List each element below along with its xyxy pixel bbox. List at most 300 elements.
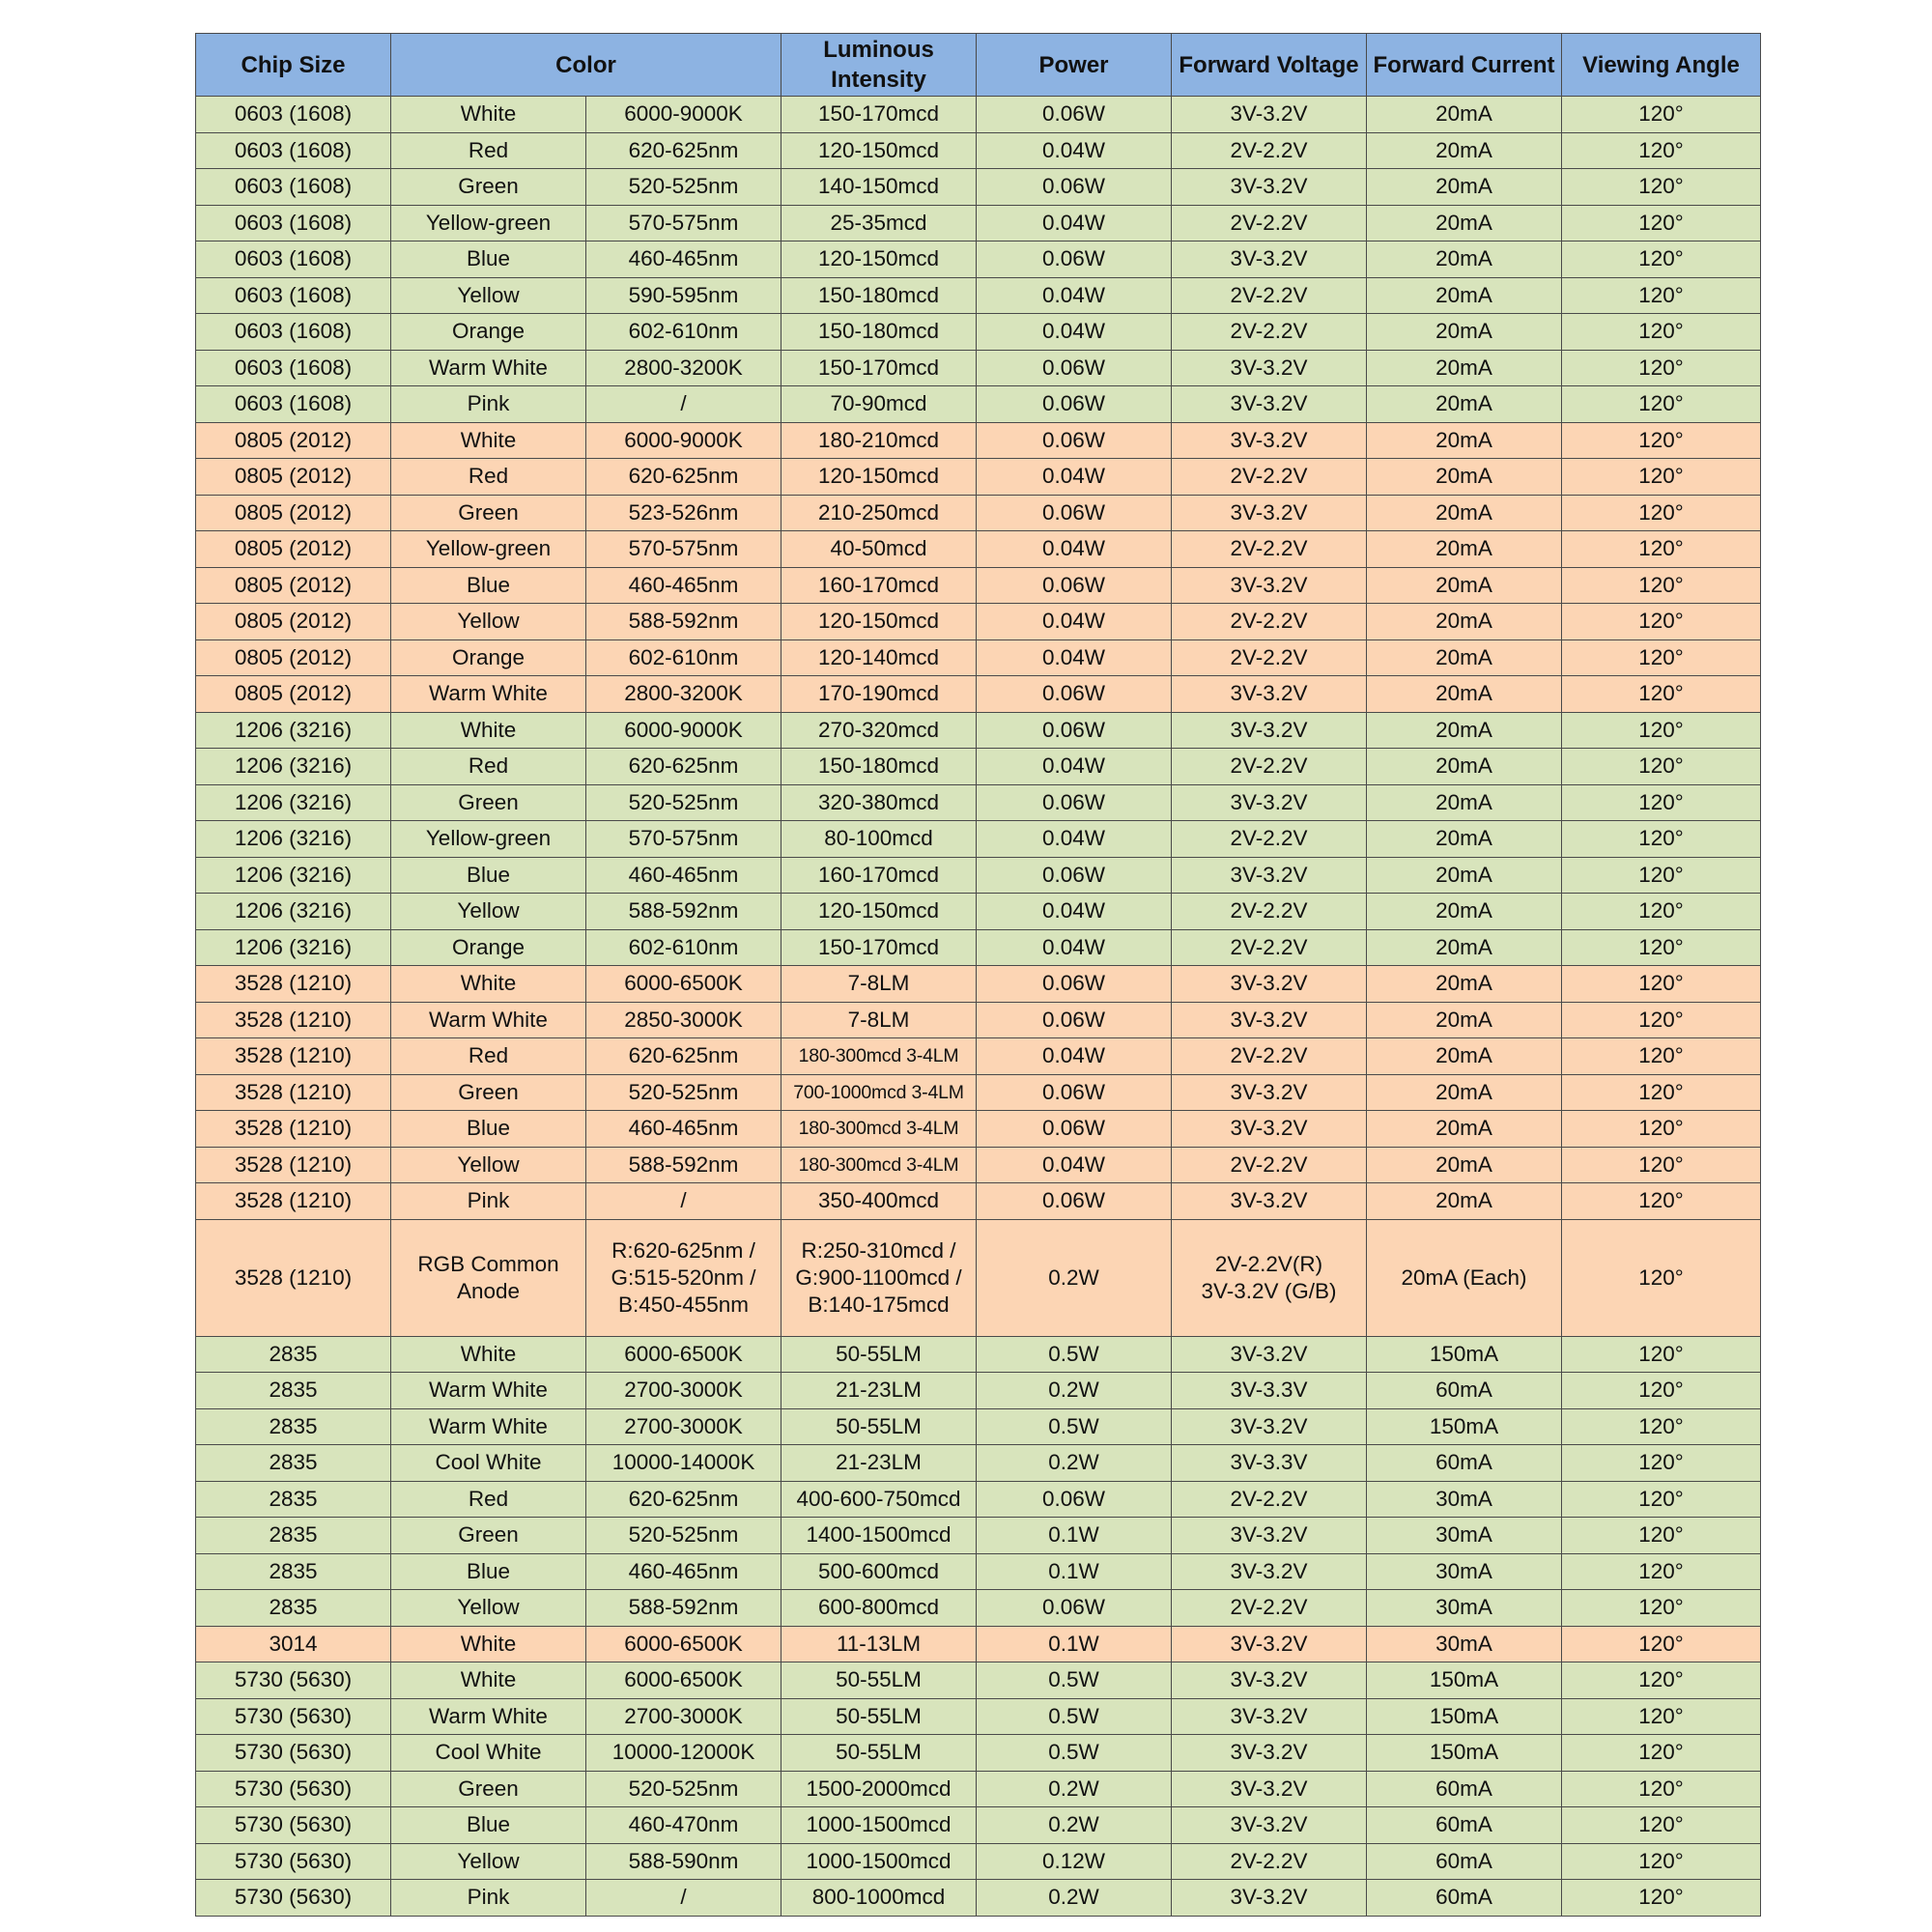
forward-voltage-cell (1172, 1880, 1367, 1917)
forward-current-cell (1367, 350, 1562, 386)
forward-current-cell-text: 20mA (1435, 246, 1492, 271)
color-name-cell-text: Yellow-green (425, 826, 552, 851)
color-spec-cell (586, 1807, 781, 1844)
luminous-intensity-cell-text: 700-1000mcd 3-4LM (793, 1081, 964, 1103)
chip-size-cell-text: 5730 (5630) (234, 1703, 353, 1728)
forward-current-cell-text: 150mA (1429, 1740, 1499, 1765)
power-cell (977, 459, 1172, 496)
power-cell (977, 1445, 1172, 1482)
color-name-cell (391, 1553, 586, 1590)
power-cell-text: 0.1W (1048, 1522, 1099, 1548)
color-name-cell (391, 966, 586, 1003)
luminous-intensity-cell-text: 180-300mcd 3-4LM (798, 1045, 959, 1067)
viewing-angle-cell-text: 120° (1638, 1486, 1684, 1511)
power-cell-text: 0.04W (1042, 137, 1106, 162)
color-name-cell (391, 1481, 586, 1518)
forward-voltage-cell (1172, 821, 1367, 858)
color-name-cell (391, 132, 586, 169)
color-name-cell-text: Yellow (457, 1848, 520, 1873)
forward-current-cell (1367, 1698, 1562, 1735)
luminous-intensity-cell-text: 1400-1500mcd (806, 1522, 952, 1548)
viewing-angle-cell (1562, 132, 1761, 169)
forward-current-cell (1367, 459, 1562, 496)
power-cell (977, 1373, 1172, 1409)
forward-voltage-cell-text: 2V-2.2V (1230, 609, 1308, 634)
led-spec-table-container (195, 33, 1760, 1917)
power-cell (977, 857, 1172, 894)
color-spec-cell-text: 460-465nm (628, 572, 739, 597)
forward-current-cell-text: 30mA (1435, 1595, 1492, 1620)
power-cell-text: 0.06W (1042, 681, 1106, 706)
forward-voltage-cell (1172, 1038, 1367, 1075)
color-spec-cell (586, 1373, 781, 1409)
color-name-cell-text: Yellow (457, 609, 520, 634)
power-cell-text: 0.06W (1042, 1007, 1106, 1032)
color-name-cell-text: Yellow-green (425, 536, 552, 561)
forward-voltage-cell (1172, 132, 1367, 169)
chip-size-cell (196, 350, 391, 386)
color-spec-cell (586, 1336, 781, 1373)
color-spec-cell-text: 6000-6500K (624, 971, 743, 996)
color-spec-cell (586, 639, 781, 676)
power-cell (977, 1408, 1172, 1445)
color-name-cell (391, 1662, 586, 1699)
forward-voltage-cell-text: 2V-2.2V (1230, 464, 1308, 489)
forward-voltage-cell (1172, 386, 1367, 423)
viewing-angle-cell (1562, 422, 1761, 459)
color-spec-cell-text: 602-610nm (628, 934, 739, 959)
luminous-intensity-cell (781, 314, 977, 351)
color-name-cell-text: Red (468, 137, 509, 162)
luminous-intensity-cell-text: 210-250mcd (817, 499, 940, 525)
luminous-intensity-cell (781, 132, 977, 169)
viewing-angle-cell (1562, 1219, 1761, 1336)
chip-size-cell-text: 3528 (1210) (234, 971, 353, 996)
luminous-intensity-cell-text: 140-150mcd (817, 174, 940, 199)
power-cell (977, 97, 1172, 133)
forward-voltage-cell (1172, 350, 1367, 386)
forward-voltage-cell (1172, 1662, 1367, 1699)
chip-size-cell-text: 1206 (3216) (234, 826, 353, 851)
table-row (196, 1626, 1761, 1662)
power-cell (977, 277, 1172, 314)
chip-size-cell (196, 857, 391, 894)
color-name-cell-text: Green (458, 1522, 519, 1548)
forward-current-cell (1367, 1735, 1562, 1772)
forward-voltage-cell-text: 3V-3.2V (1230, 1007, 1308, 1032)
forward-current-cell-text: 20mA (1435, 210, 1492, 235)
color-spec-cell (586, 1553, 781, 1590)
forward-voltage-cell (1172, 314, 1367, 351)
table-row (196, 1880, 1761, 1917)
color-spec-cell (586, 531, 781, 568)
forward-voltage-cell (1172, 676, 1367, 713)
forward-voltage-cell-text: 2V-2.2V (1230, 1595, 1308, 1620)
forward-current-cell-text: 20mA (1435, 681, 1492, 706)
color-spec-cell-text: 6000-9000K (624, 101, 743, 127)
power-cell (977, 1626, 1172, 1662)
forward-voltage-cell-text: 3V-3.2V (1230, 717, 1308, 742)
forward-voltage-cell-text: 3V-3.2V (1230, 681, 1308, 706)
viewing-angle-cell-text: 120° (1638, 137, 1684, 162)
color-name-cell (391, 1590, 586, 1627)
viewing-angle-cell-text: 120° (1638, 1116, 1684, 1141)
power-cell (977, 422, 1172, 459)
chip-size-cell-text: 0805 (2012) (234, 536, 353, 561)
luminous-intensity-cell-text: 1000-1500mcd (806, 1812, 952, 1837)
table-row (196, 1038, 1761, 1075)
luminous-intensity-cell-text: 70-90mcd (830, 391, 927, 416)
color-name-cell-text: Warm White (429, 1007, 548, 1032)
chip-size-cell (196, 712, 391, 749)
power-cell (977, 1662, 1172, 1699)
power-cell (977, 1481, 1172, 1518)
forward-current-cell (1367, 495, 1562, 531)
color-name-cell-text: Cool White (435, 1740, 542, 1765)
color-name-cell-text: Cool White (435, 1450, 542, 1475)
viewing-angle-cell-text: 120° (1638, 717, 1684, 742)
header-color: Color (391, 34, 781, 97)
table-row (196, 1147, 1761, 1183)
chip-size-cell (196, 1807, 391, 1844)
forward-voltage-cell-text: 3V-3.2V (1230, 862, 1308, 887)
color-name-cell-text: White (460, 1631, 517, 1656)
led-spec-table (195, 33, 1761, 1917)
luminous-intensity-cell-text: 160-170mcd (817, 862, 940, 887)
luminous-intensity-cell (781, 1553, 977, 1590)
power-cell (977, 242, 1172, 278)
luminous-intensity-cell (781, 169, 977, 206)
header-viewing-angle: Viewing Angle (1562, 34, 1761, 97)
luminous-intensity-cell-text: 21-23LM (836, 1450, 922, 1475)
power-cell-text: 0.06W (1042, 1595, 1106, 1620)
color-spec-cell (586, 495, 781, 531)
luminous-intensity-cell-text: 150-170mcd (817, 355, 940, 380)
color-name-cell (391, 1445, 586, 1482)
forward-voltage-cell (1172, 422, 1367, 459)
viewing-angle-cell-text: 120° (1638, 1188, 1684, 1213)
table-row (196, 1111, 1761, 1148)
luminous-intensity-cell-text: 7-8LM (847, 1007, 910, 1032)
chip-size-cell-text: 2835 (269, 1341, 318, 1366)
luminous-intensity-cell-text: 120-150mcd (817, 609, 940, 634)
viewing-angle-cell (1562, 676, 1761, 713)
table-row (196, 604, 1761, 640)
power-cell-text: 0.06W (1042, 1079, 1106, 1104)
table-row (196, 712, 1761, 749)
luminous-intensity-cell (781, 712, 977, 749)
color-spec-cell (586, 205, 781, 242)
table-row (196, 1481, 1761, 1518)
luminous-intensity-cell (781, 1147, 977, 1183)
color-name-cell-text: Warm White (429, 1703, 548, 1728)
viewing-angle-cell-text: 120° (1638, 1413, 1684, 1438)
forward-current-cell (1367, 1843, 1562, 1880)
color-name-cell-text: Blue (466, 1558, 511, 1583)
viewing-angle-cell (1562, 1074, 1761, 1111)
color-name-cell (391, 1880, 586, 1917)
viewing-angle-cell-text: 120° (1638, 1667, 1684, 1692)
power-cell (977, 1735, 1172, 1772)
power-cell-text: 0.06W (1042, 1486, 1106, 1511)
viewing-angle-cell-text: 120° (1638, 1007, 1684, 1032)
power-cell-text: 0.06W (1042, 971, 1106, 996)
power-cell (977, 205, 1172, 242)
color-spec-cell-text: 2700-3000K (624, 1378, 743, 1403)
chip-size-cell (196, 495, 391, 531)
viewing-angle-cell (1562, 929, 1761, 966)
forward-current-cell (1367, 639, 1562, 676)
luminous-intensity-cell-text: 1500-2000mcd (806, 1776, 952, 1801)
forward-current-cell (1367, 277, 1562, 314)
luminous-intensity-cell (781, 1735, 977, 1772)
forward-voltage-cell-text: 2V-2.2V(R) 3V-3.2V (G/B) (1201, 1251, 1337, 1303)
color-name-cell-text: White (460, 717, 517, 742)
forward-voltage-cell-text: 3V-3.2V (1230, 1885, 1308, 1910)
forward-voltage-cell (1172, 1074, 1367, 1111)
viewing-angle-cell (1562, 1147, 1761, 1183)
luminous-intensity-cell-text: 350-400mcd (817, 1188, 940, 1213)
color-spec-cell-text: 588-590nm (628, 1848, 739, 1873)
forward-voltage-cell (1172, 639, 1367, 676)
power-cell (977, 1147, 1172, 1183)
color-name-cell-text: Red (468, 1043, 509, 1068)
chip-size-cell-text: 5730 (5630) (234, 1740, 353, 1765)
chip-size-cell-text: 1206 (3216) (234, 717, 353, 742)
viewing-angle-cell (1562, 97, 1761, 133)
viewing-angle-cell (1562, 169, 1761, 206)
forward-current-cell (1367, 1111, 1562, 1148)
forward-voltage-cell (1172, 929, 1367, 966)
power-cell (977, 966, 1172, 1003)
viewing-angle-cell-text: 120° (1638, 1776, 1684, 1801)
chip-size-cell (196, 132, 391, 169)
table-row (196, 386, 1761, 423)
chip-size-cell-text: 0805 (2012) (234, 427, 353, 452)
forward-voltage-cell (1172, 1445, 1367, 1482)
forward-voltage-cell-text: 2V-2.2V (1230, 137, 1308, 162)
power-cell (977, 1590, 1172, 1627)
color-spec-cell-text: 570-575nm (628, 826, 739, 851)
color-name-cell (391, 1219, 586, 1336)
color-spec-cell-text: 2800-3200K (624, 681, 743, 706)
power-cell (977, 676, 1172, 713)
forward-current-cell-text: 20mA (1435, 101, 1492, 127)
luminous-intensity-cell (781, 966, 977, 1003)
table-row (196, 821, 1761, 858)
forward-voltage-cell-text: 3V-3.2V (1230, 246, 1308, 271)
forward-current-cell (1367, 1771, 1562, 1807)
chip-size-cell (196, 531, 391, 568)
luminous-intensity-cell-text: 120-150mcd (817, 246, 940, 271)
power-cell-text: 0.06W (1042, 391, 1106, 416)
forward-voltage-cell-text: 3V-3.2V (1230, 1116, 1308, 1141)
color-name-cell (391, 97, 586, 133)
color-spec-cell-text: 520-525nm (628, 1776, 739, 1801)
power-cell (977, 1807, 1172, 1844)
power-cell (977, 314, 1172, 351)
color-name-cell (391, 277, 586, 314)
chip-size-cell (196, 639, 391, 676)
forward-voltage-cell-text: 2V-2.2V (1230, 282, 1308, 307)
forward-current-cell-text: 150mA (1429, 1703, 1499, 1728)
forward-current-cell-text: 20mA (1435, 1151, 1492, 1177)
color-spec-cell-text: 620-625nm (628, 753, 739, 779)
forward-voltage-cell-text: 2V-2.2V (1230, 210, 1308, 235)
luminous-intensity-cell (781, 459, 977, 496)
chip-size-cell-text: 1206 (3216) (234, 934, 353, 959)
forward-current-cell (1367, 676, 1562, 713)
chip-size-cell (196, 1038, 391, 1075)
power-cell-text: 0.04W (1042, 1043, 1106, 1068)
color-spec-cell-text: 520-525nm (628, 1522, 739, 1548)
power-cell (977, 1074, 1172, 1111)
viewing-angle-cell-text: 120° (1638, 210, 1684, 235)
forward-voltage-cell-text: 2V-2.2V (1230, 536, 1308, 561)
forward-current-cell-text: 150mA (1429, 1341, 1499, 1366)
viewing-angle-cell-text: 120° (1638, 1812, 1684, 1837)
viewing-angle-cell (1562, 1735, 1761, 1772)
forward-voltage-cell-text: 3V-3.2V (1230, 1703, 1308, 1728)
forward-current-cell (1367, 1518, 1562, 1554)
luminous-intensity-cell (781, 277, 977, 314)
luminous-intensity-cell-text: 50-55LM (836, 1740, 922, 1765)
color-spec-cell (586, 784, 781, 821)
color-spec-cell (586, 929, 781, 966)
forward-voltage-cell-text: 3V-3.3V (1230, 1378, 1308, 1403)
forward-voltage-cell (1172, 169, 1367, 206)
luminous-intensity-cell-text: 50-55LM (836, 1703, 922, 1728)
luminous-intensity-cell-text: 150-170mcd (817, 101, 940, 127)
chip-size-cell-text: 5730 (5630) (234, 1812, 353, 1837)
forward-voltage-cell-text: 3V-3.3V (1230, 1450, 1308, 1475)
luminous-intensity-cell (781, 1336, 977, 1373)
table-header (196, 34, 1761, 97)
power-cell (977, 1771, 1172, 1807)
forward-current-cell-text: 20mA (1435, 319, 1492, 344)
table-row (196, 531, 1761, 568)
forward-voltage-cell (1172, 1807, 1367, 1844)
luminous-intensity-cell-text: 400-600-750mcd (796, 1486, 961, 1511)
forward-current-cell (1367, 894, 1562, 930)
forward-voltage-cell-text: 2V-2.2V (1230, 644, 1308, 669)
forward-current-cell (1367, 1553, 1562, 1590)
color-name-cell (391, 749, 586, 785)
table-row (196, 1002, 1761, 1038)
chip-size-cell (196, 1408, 391, 1445)
color-name-cell (391, 604, 586, 640)
color-name-cell (391, 1626, 586, 1662)
chip-size-cell (196, 1553, 391, 1590)
viewing-angle-cell-text: 120° (1638, 391, 1684, 416)
header-luminous-intensity (781, 34, 977, 97)
forward-current-cell (1367, 386, 1562, 423)
color-name-cell-text: Green (458, 1079, 519, 1104)
forward-current-cell-text: 20mA (1435, 1079, 1492, 1104)
color-spec-cell (586, 712, 781, 749)
color-name-cell (391, 1183, 586, 1220)
viewing-angle-cell-text: 120° (1638, 355, 1684, 380)
power-cell (977, 821, 1172, 858)
forward-current-cell (1367, 242, 1562, 278)
power-cell (977, 894, 1172, 930)
power-cell-text: 0.06W (1042, 1188, 1106, 1213)
power-cell-text: 0.06W (1042, 101, 1106, 127)
viewing-angle-cell-text: 120° (1638, 1043, 1684, 1068)
viewing-angle-cell (1562, 966, 1761, 1003)
luminous-intensity-cell (781, 350, 977, 386)
viewing-angle-cell-text: 120° (1638, 898, 1684, 923)
color-spec-cell (586, 242, 781, 278)
chip-size-cell-text: 0603 (1608) (234, 391, 353, 416)
color-name-cell (391, 784, 586, 821)
color-name-cell (391, 894, 586, 930)
table-row (196, 1518, 1761, 1554)
color-spec-cell (586, 386, 781, 423)
viewing-angle-cell-text: 120° (1638, 1885, 1684, 1910)
forward-voltage-cell (1172, 97, 1367, 133)
table-row (196, 242, 1761, 278)
forward-current-cell-text: 60mA (1435, 1776, 1492, 1801)
chip-size-cell (196, 1373, 391, 1409)
power-cell-text: 0.04W (1042, 898, 1106, 923)
luminous-intensity-cell (781, 97, 977, 133)
color-spec-cell-text: 6000-6500K (624, 1631, 743, 1656)
header-power: Power (977, 34, 1172, 97)
viewing-angle-cell (1562, 459, 1761, 496)
forward-current-cell-text: 20mA (1435, 753, 1492, 779)
forward-current-cell (1367, 1807, 1562, 1844)
color-spec-cell-text: 520-525nm (628, 789, 739, 814)
luminous-intensity-cell-text: 500-600mcd (817, 1558, 940, 1583)
forward-current-cell (1367, 1183, 1562, 1220)
forward-current-cell (1367, 1219, 1562, 1336)
color-spec-cell (586, 604, 781, 640)
forward-voltage-cell-text: 3V-3.2V (1230, 391, 1308, 416)
forward-current-cell-text: 60mA (1435, 1450, 1492, 1475)
luminous-intensity-cell (781, 495, 977, 531)
color-spec-cell-text: 570-575nm (628, 210, 739, 235)
power-cell-text: 0.06W (1042, 174, 1106, 199)
luminous-intensity-cell-text: 180-300mcd 3-4LM (798, 1118, 959, 1140)
luminous-intensity-cell (781, 567, 977, 604)
luminous-intensity-cell (781, 1074, 977, 1111)
table-row (196, 894, 1761, 930)
table-row (196, 1590, 1761, 1627)
chip-size-cell-text: 0805 (2012) (234, 681, 353, 706)
header-row (196, 34, 1761, 97)
power-cell (977, 350, 1172, 386)
chip-size-cell-text: 3528 (1210) (234, 1264, 353, 1290)
power-cell (977, 567, 1172, 604)
color-spec-cell (586, 1626, 781, 1662)
luminous-intensity-cell (781, 1481, 977, 1518)
viewing-angle-cell-text: 120° (1638, 1079, 1684, 1104)
forward-current-cell (1367, 169, 1562, 206)
power-cell-text: 0.06W (1042, 499, 1106, 525)
chip-size-cell-text: 3528 (1210) (234, 1007, 353, 1032)
luminous-intensity-cell (781, 1771, 977, 1807)
color-name-cell-text: Yellow (457, 898, 520, 923)
forward-current-cell-text: 20mA (1435, 644, 1492, 669)
forward-current-cell (1367, 1408, 1562, 1445)
color-spec-cell (586, 350, 781, 386)
chip-size-cell-text: 3528 (1210) (234, 1151, 353, 1177)
chip-size-cell-text: 5730 (5630) (234, 1848, 353, 1873)
chip-size-cell-text: 0603 (1608) (234, 101, 353, 127)
viewing-angle-cell (1562, 1843, 1761, 1880)
color-name-cell (391, 1002, 586, 1038)
